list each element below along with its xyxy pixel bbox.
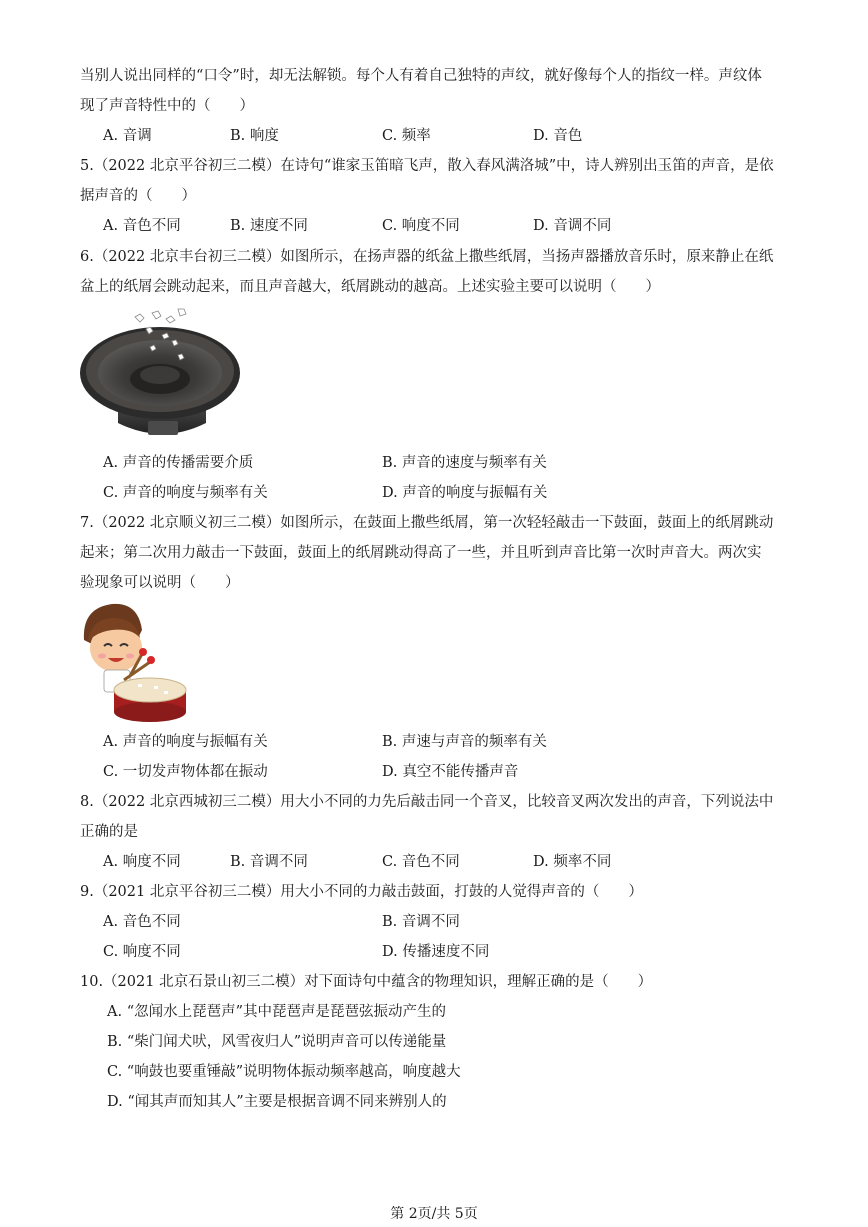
drummer-illustration — [78, 600, 188, 724]
q4-option-c[interactable]: C. 频率 — [382, 128, 431, 144]
q8-option-d[interactable]: D. 频率不同 — [533, 854, 612, 870]
q9-option-b[interactable]: B. 音调不同 — [382, 914, 460, 930]
q9-option-d[interactable]: D. 传播速度不同 — [382, 944, 490, 960]
q5-text-line-1: 5.（2022 北京平谷初三二模）在诗句“谁家玉笛暗飞声，散入春风满洛城”中，诗人辨别出玉笛的声音，是依 — [80, 158, 774, 174]
q6-option-b[interactable]: B. 声音的速度与频率有关 — [382, 455, 547, 471]
q6-option-c[interactable]: C. 声音的响度与频率有关 — [103, 485, 268, 501]
q8-text-line-2: 正确的是 — [80, 824, 138, 840]
q10-option-c[interactable]: C. “响鼓也要重锤敲”说明物体振动频率越高，响度越大 — [107, 1064, 461, 1080]
q9-option-a[interactable]: A. 音色不同 — [103, 914, 181, 930]
q7-option-d[interactable]: D. 真空不能传播声音 — [382, 764, 519, 780]
q7-text-line-3: 验现象可以说明（ ） — [80, 575, 240, 591]
q6-text-line-2: 盆上的纸屑会跳动起来，而且声音越大，纸屑跳动的越高。上述实验主要可以说明（ ） — [80, 279, 660, 295]
q7-option-b[interactable]: B. 声速与声音的频率有关 — [382, 734, 547, 750]
q4-text-line-1: 当别人说出同样的“口令”时，却无法解锁。每个人有着自己独特的声纹，就好像每个人的指纹一样。声纹体 — [80, 68, 762, 84]
q10-option-a[interactable]: A. “忽闻水上琵琶声”其中琵琶声是琵琶弦振动产生的 — [107, 1004, 447, 1020]
page-number-footer: 第 2页/共 5页 — [390, 1206, 478, 1222]
speaker-illustration — [78, 305, 246, 441]
q4-text-line-2: 现了声音特性中的（ ） — [80, 98, 254, 114]
q4-option-a[interactable]: A. 音调 — [103, 128, 152, 144]
q6-text-line-1: 6.（2022 北京丰台初三二模）如图所示，在扬声器的纸盆上撒些纸屑，当扬声器播放音乐时，原来静止在纸 — [80, 249, 774, 265]
q4-option-d[interactable]: D. 音色 — [533, 128, 583, 144]
q7-text-line-2: 起来；第二次用力敲击一下鼓面，鼓面上的纸屑跳动得高了一些，并且听到声音比第一次时声音大。两次实 — [80, 545, 762, 561]
q7-option-c[interactable]: C. 一切发声物体都在振动 — [103, 764, 268, 780]
q6-option-d[interactable]: D. 声音的响度与振幅有关 — [382, 485, 548, 501]
q5-option-a[interactable]: A. 音色不同 — [103, 218, 181, 234]
q10-text-line-1: 10.（2021 北京石景山初三二模）对下面诗句中蕴含的物理知识，理解正确的是（ ） — [80, 974, 653, 990]
q4-option-b[interactable]: B. 响度 — [230, 128, 279, 144]
q8-text-line-1: 8.（2022 北京西城初三二模）用大小不同的力先后敲击同一个音叉，比较音叉两次发出的声音，下列说法中 — [80, 794, 774, 810]
q9-text-line-1: 9.（2021 北京平谷初三二模）用大小不同的力敲击鼓面，打鼓的人觉得声音的（ ） — [80, 884, 643, 900]
q6-option-a[interactable]: A. 声音的传播需要介质 — [103, 455, 254, 471]
q5-option-c[interactable]: C. 响度不同 — [382, 218, 460, 234]
q8-option-c[interactable]: C. 音色不同 — [382, 854, 460, 870]
q9-option-c[interactable]: C. 响度不同 — [103, 944, 181, 960]
q8-option-b[interactable]: B. 音调不同 — [230, 854, 308, 870]
q7-option-a[interactable]: A. 声音的响度与振幅有关 — [103, 734, 268, 750]
q8-option-a[interactable]: A. 响度不同 — [103, 854, 181, 870]
q5-option-d[interactable]: D. 音调不同 — [533, 218, 612, 234]
q5-option-b[interactable]: B. 速度不同 — [230, 218, 308, 234]
q5-text-line-2: 据声音的（ ） — [80, 188, 196, 204]
q10-option-d[interactable]: D. “闻其声而知其人”主要是根据音调不同来辨别人的 — [107, 1094, 447, 1110]
q10-option-b[interactable]: B. “柴门闻犬吠，风雪夜归人”说明声音可以传递能量 — [107, 1034, 447, 1050]
q7-text-line-1: 7.（2022 北京顺义初三二模）如图所示，在鼓面上撒些纸屑，第一次轻轻敲击一下鼓面，鼓面上的纸屑跳动 — [80, 515, 774, 531]
